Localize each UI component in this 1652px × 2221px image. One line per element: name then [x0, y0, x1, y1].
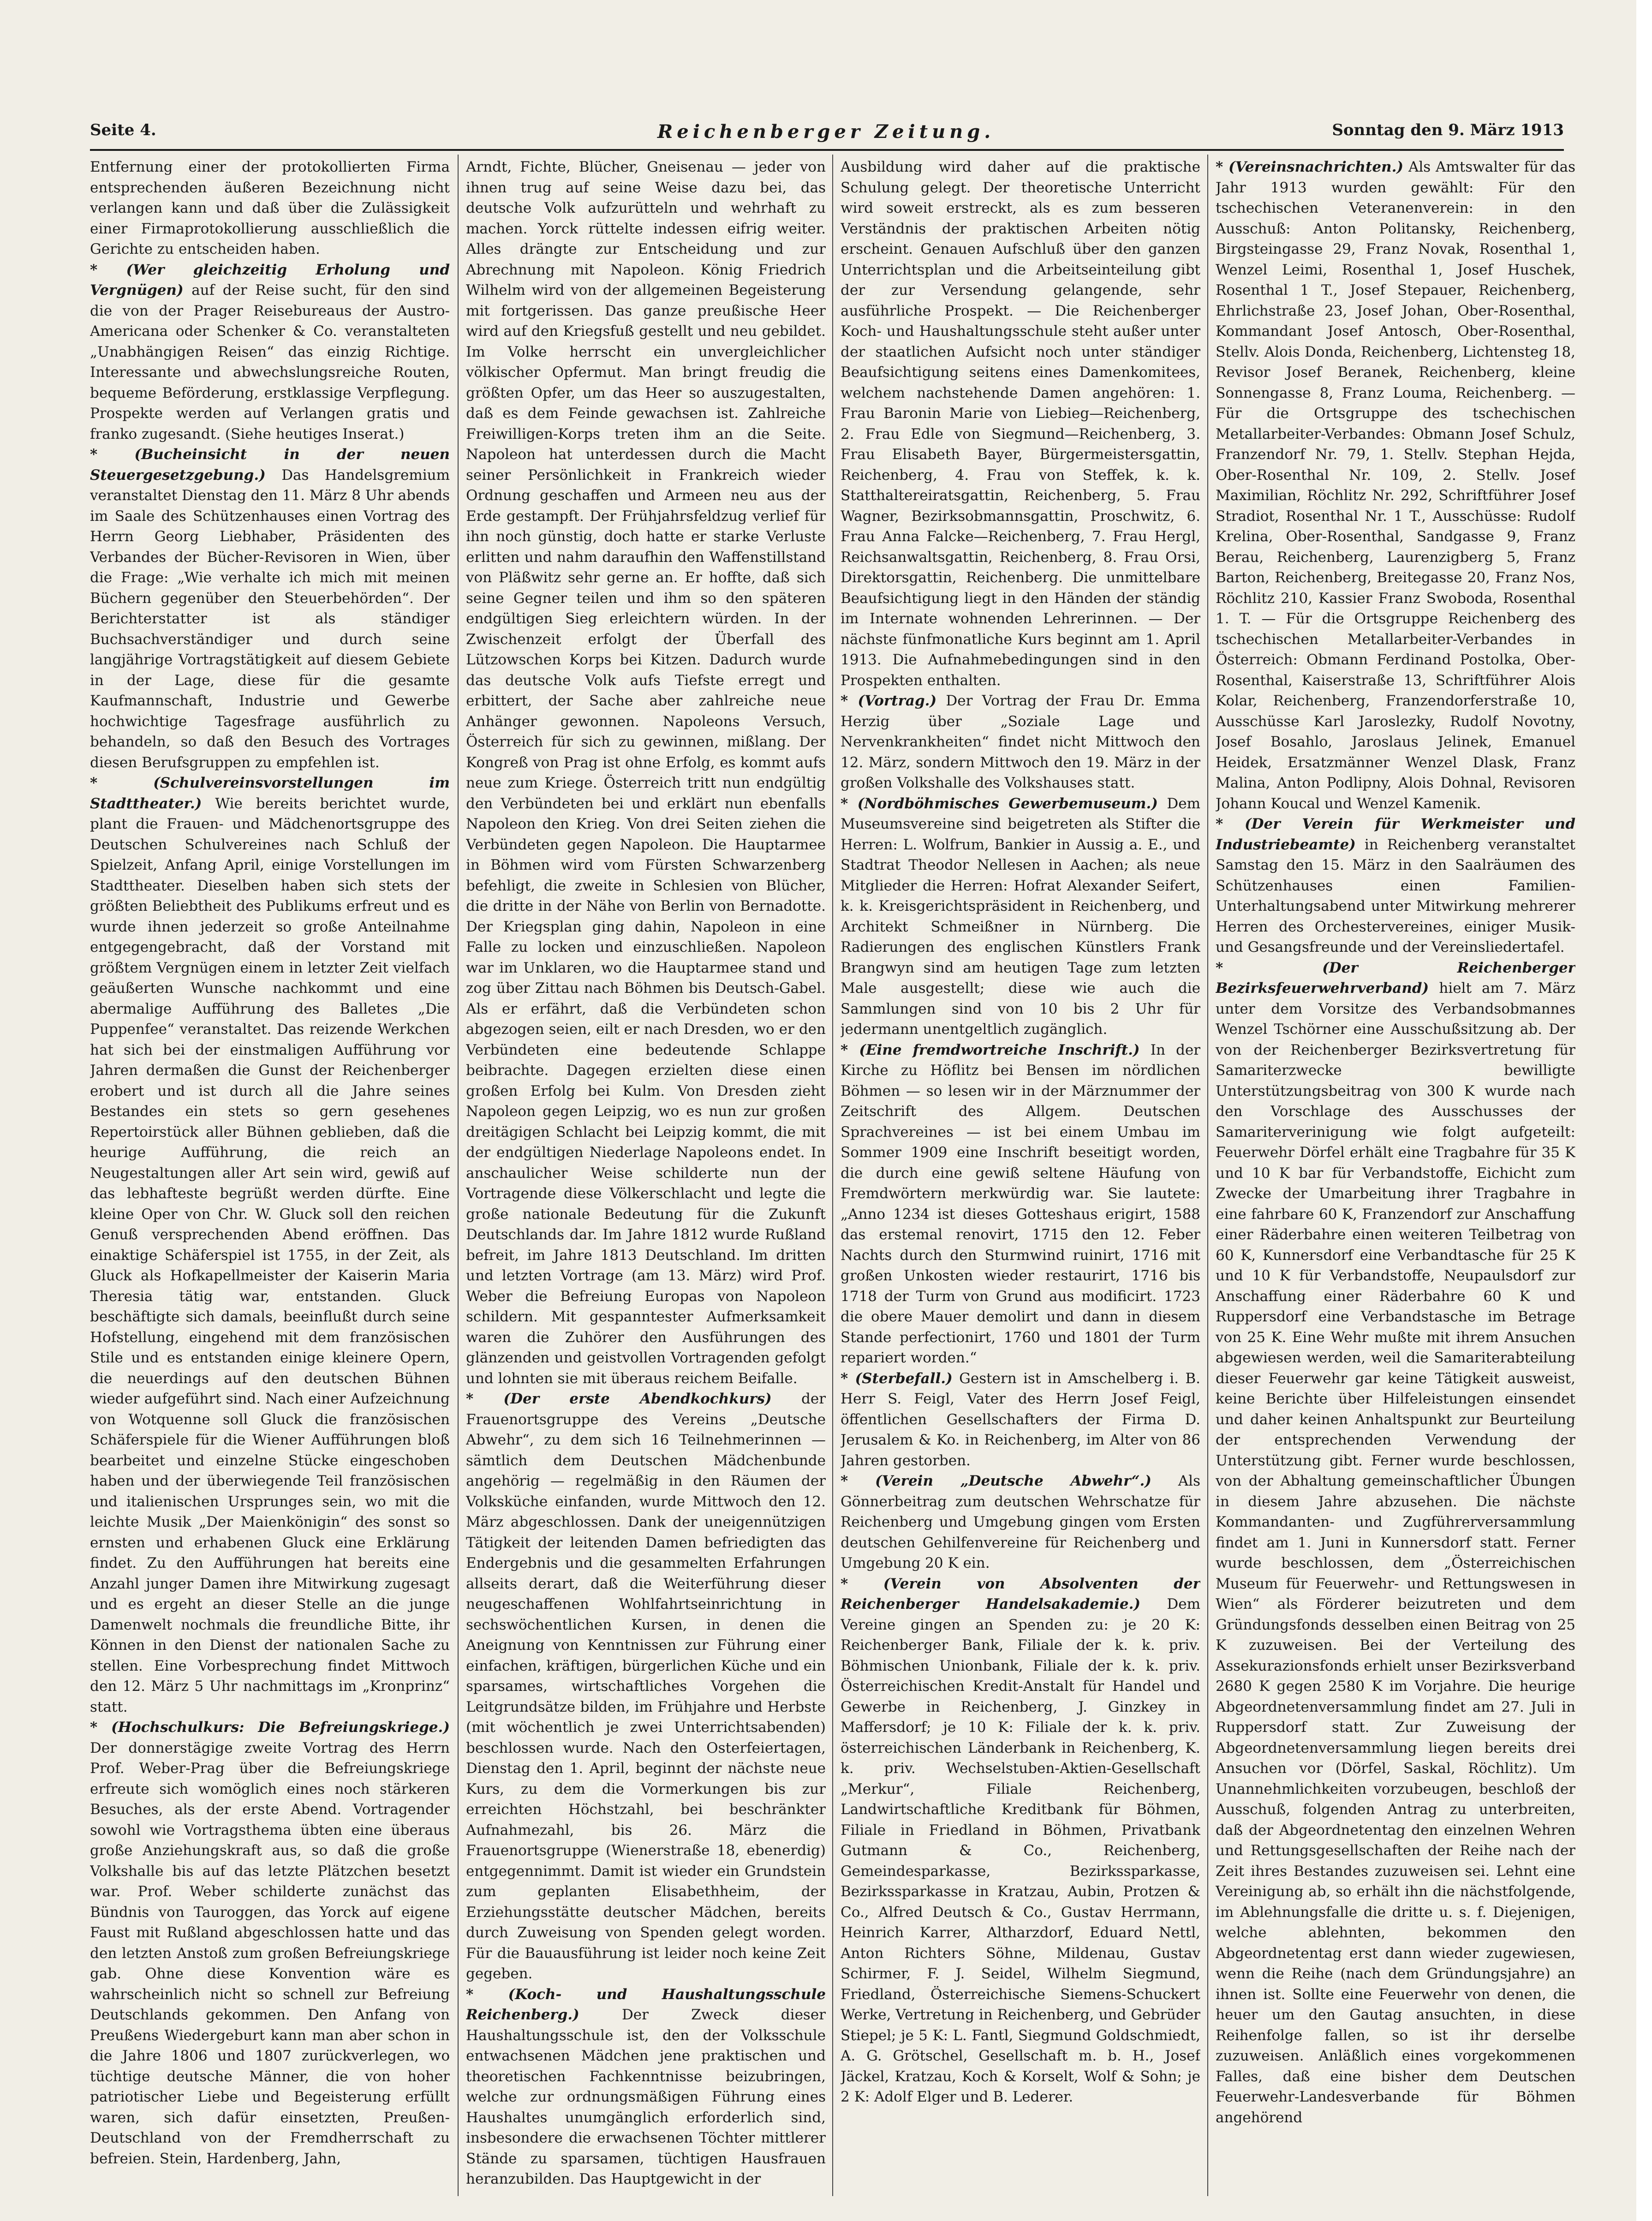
news-item-body: Arndt, Fichte, Blücher, Gneisenau — jeder von ihnen trug auf seine Weise dazu bei, das deutsche Volk aufzurütteln und wehrhaft zu machen. Yorck rüttelte indessen eifrig weiter. Alles drängte zur Entscheidung und zur Abrechnung mit Napoleon. König Friedrich Wilhelm wird von der allgemeinen Begeisterung mit fortgerissen. Das ganze preußische Heer wird auf den Kriegsfuß gestellt und neu gebildet. Im Volke herrscht ein unvergleichlicher völkischer Opfermut. Man bringt freudig die größten Opfer, um das Heer so auszugestalten, daß es dem Feinde gewachsen ist. Zahlreiche Freiwilligen-Korps treten ihm an die Seite. Napoleon hat unterdessen durch die Macht seiner Persönlichkeit in Frankreich wieder Ordnung geschaffen und Armeen neu aus der Erde gestampft. Der Frühjahrsfeldzug verlief für ihn noch günstig, doch hatte er starke Verluste erlitten und nahm daraufhin den Waffenstillstand von Pläßwitz sehr gerne an. Er hoffte, daß sich seine Gegner teilen und ihm so den späteren endgültigen Sieg erleichtern würden. In der Zwischenzeit erfolgt der Überfall des Lützowschen Korps bei Kitzen. Dadurch wurde das deutsche Volk aufs Tiefste erregt und erbittert, der Sache aber zahlreiche neue Anhänger gewonnen. Napoleons Versuch, Österreich für sich zu gewinnen, mißlang. Der Kongreß von Prag ist ohne Erfolg, es kommt aufs neue zum Kriege. Österreich tritt nun endgültig den Verbündeten bei und erklärt nun ebenfalls Napoleon den Krieg. Von drei Seiten ziehen die Verbündeten gegen Napoleon. Die Hauptarmee in Böhmen wird vom Fürsten Schwarzenberg befehligt, die zweite in Schlesien von Blücher, die dritte in der Nähe von Berlin von Bernadotte. Der Kriegsplan ging dahin, Napoleon in eine Falle zu locken und einzuschließen. Napoleon war im Unklaren, wo die Hauptarmee stand und zog über Zittau nach Böhmen bis Deutsch-Gabel. Als er erfährt, daß die Verbündeten schon abgezogen seien, eilt er nach Dresden, wo er den Verbündeten eine bedeutende Schlappe beibrachte. Dagegen erzielten diese einen großen Erfolg bei Kulm. Von Dresden zieht Napoleon gegen Leipzig, wo es nun zur großen dreitägigen Schlacht bei Leipzig kommt, die mit der endgültigen Niederlage Napoleons endet. In anschaulicher Weise schilderte nun der Vortragende diese Völkerschlacht und legte die große nationale Bedeutung für die Zukunft Deutschlands dar. Im Jahre 1812 wurde Rußland befreit, im Jahre 1813 Deutschland. Im dritten und letzten Vortrage (am 13. März) wird Prof. Weber die Befreiung Europas von Napoleon schildern. Mit gespanntester Aufmerksamkeit waren die Zuhörer den Ausführungen des glänzenden und geistvollen Vortragenden gefolgt und lohnten sie mit überaus reichem Beifalle. — [466, 159, 826, 1387]
column-4 — [1216, 157, 1575, 2196]
news-item-heading: * (Vortrag.) — [841, 693, 937, 709]
news-item-body: Wie bereits berichtet wurde, plant die Frauen- und Mädchenortsgruppe des Deutschen Schulvereines nach Schluß der Spielzeit, Anfang April, einige Vorstellungen im Stadttheater. Dieselben haben sich stets der größten Beliebtheit des Publikums erfreut und es wurde ihnen jederzeit so große Anteilnahme entgegengebracht, daß der Vorstand mit größtem Vergnügen einem in letzter Zeit vielfach geäußerten Wunsche nachkommt und eine abermalige Aufführung des Balletes „Die Puppenfee“ veranstaltet. Das reizende Werkchen hat sich bei der einstmaligen Aufführung vor Jahren dermaßen die Gunst der Reichenberger erobert und ist durch all die Jahre seines Bestandes ein stets so gern gesehenes Repertoirstück aller Bühnen geblieben, daß die heurige Aufführung, die reich an Neugestaltungen aller Art sein wird, gewiß auf das lebhafteste begrüßt werden dürfte. Eine kleine Oper von Chr. W. Gluck soll den reichen Genuß versprechenden Abend eröffnen. Das einaktige Schäferspiel ist 1755, in der Zeit, als Gluck als Hofkapellmeister der Kaiserin Maria Theresia tätig war, entstanden. Gluck beschäftigte sich damals, beeinflußt durch seine Hofstellung, eingehend mit dem französischen Stile und es entstanden einige kleinere Opern, die neuerdings auf den deutschen Bühnen wieder aufgeführt sind. Nach einer Aufzeichnung von Wotquenne soll Gluck die französischen Schäferspiele für die Wiener Aufführungen bloß bearbeitet und einzelne Stücke eingeschoben haben und der überwiegende Teil französischen und italienischen Ursprunges sein, wo mit die leichte Musik „Der Maienkönigin“ des sonst so ernsten und erhabenen Gluck eine Erklärung findet. Zu den Aufführungen hat bereits eine Anzahl junger Damen ihre Mitwirkung zugesagt und es ergeht an dieser Stelle an die junge Damenwelt nochmals die freundliche Bitte, ihr Können in den Dienst der nationalen Sache zu stellen. Eine Vorbesprechung findet Mittwoch den 12. März 5 Uhr nachmittags im „Kronprinz“ statt. — [90, 795, 450, 1715]
news-item-body: Der Zweck dieser Haushaltungsschule ist, den der Volksschule entwachsenen Mädchen jene praktischen und theoretischen Fachkenntnisse beizubringen, welche zur ordnungsmäßigen Führung eines Haushaltes unumgänglich erforderlich sind, insbesondere die erwachsenen Töchter mittlerer Stände zu sparsamen, tüchtigen Hausfrauen heranzubilden. Das Hauptgewicht in der — [466, 2006, 826, 2187]
news-item-heading: * (Verein „Deutsche Abwehr“.) — [841, 1473, 1151, 1489]
news-item — [841, 794, 1200, 1040]
news-item-body: Der donnerstägige zweite Vortrag des Herrn Prof. Weber-Prag über die Befreiungskriege erfreute sich womöglich eines noch stärkeren Besuches, als der erste Abend. Vortragender sowohl wie Vortragsthema übten eine überaus große Anziehungskraft aus, so daß die große Volkshalle bis auf das letzte Plätzchen besetzt war. Prof. Weber schilderte zunächst das Bündnis von Tauroggen, das Yorck auf eigene Faust mit Rußland abgeschlossen hatte und das den letzten Anstoß zum großen Befreiungskriege gab. Ohne diese Konvention wäre es wahrscheinlich nicht so schnell zur Befreiung Deutschlands gekommen. Den Anfang von Preußens Wiedergeburt kann man aber schon in die Jahre 1806 und 1807 zurückverlegen, wo tüchtige deutsche Männer, die von hoher patriotischer Liebe und Begeisterung erfüllt waren, sich dafür einsetzten, Preußen-Deutschland von der Fremdherrschaft zu befreien. Stein, Hardenberg, Jahn, — [90, 1739, 450, 2167]
column-3 — [841, 157, 1200, 2196]
issue-date: Sonntag den 9. März 1913 — [1332, 121, 1564, 139]
news-item-body: Dem Vereine gingen an Spenden zu: je 20 K: Reichenberger Bank, Filiale der k. k. priv. Böhmischen Unionbank, Filiale der k. k. priv. Österreichischen Kredit-Anstalt für Handel und Gewerbe in Reichenberg, J. Ginzkey in Maffersdorf; je 10 K: Filiale der k. k. priv. österreichischen Länderbank in Reichenberg, K. k. priv. Wechselstuben-Aktien-Gesellschaft „Merkur“, Filiale Reichenberg, Landwirtschaftliche Kreditbank für Böhmen, Filiale in Friedland in Böhmen, Privatbank Gutmann & Co., Reichenberg, Gemeindesparkasse, Bezirkssparkasse, Bezirkssparkasse in Kratzau, Aubin, Protzen & Co., Alfred Deutsch & Co., Gustav Herrmann, Heinrich Karrer, Altharzdorf, Eduard Nettl, Anton Richters Söhne, Mildenau, Gustav Schirmer, F. J. Seidel, Wilhelm Siegmund, Friedland, Österreichische Siemens-Schuckert Werke, Vertretung in Reichenberg, und Gebrüder Stiepel; je 5 K: L. Fantl, Siegmund Goldschmiedt, A. G. Grötschel, Gesellschaft m. b. H., Josef Jäckel, Kratzau, Koch & Korselt, Wolf & Sohn; je 2 K: Adolf Elger und B. Lederer. — [841, 1596, 1200, 2105]
news-item — [841, 1471, 1200, 1574]
news-item-heading: * (Der Reichenberger Bezirksfeuerwehrverband) — [1216, 959, 1575, 997]
news-item-body: in Reichenberg veranstaltet Samstag den 15. März in den Saalräumen des Schützenhauses einen Familien-Unterhaltungsabend unter Mitwirkung mehrerer Herren des Orchestervereines, einiger Musik- und Gesangsfreunde und der Vereinsliedertafel. — [1216, 836, 1575, 955]
news-item-body: Dem Museumsvereine sind beigetreten als Stifter die Herren: L. Wolfrum, Bankier in Aussig a. E., und Stadtrat Theodor Nellesen in Aachen; als neue Mitglieder die Herren: Hofrat Alexander Seifert, k. k. Kreisgerichtspräsident in Reichenberg, und Architekt Schmeißner in Nürnberg. Die Radierungen des englischen Künstlers Frank Brangwyn sind am heutigen Tage zum letzten Male ausgestellt; diese wie auch die Sammlungen sind von 10 bis 2 Uhr für jedermann unentgeltlich zugänglich. — [841, 795, 1200, 1038]
scan-margin — [1636, 0, 1652, 2221]
page-header — [90, 121, 1564, 149]
news-item — [841, 691, 1200, 794]
news-item — [90, 773, 450, 1717]
column-divider — [458, 155, 459, 2196]
news-item — [841, 1368, 1200, 1471]
news-item — [90, 157, 450, 260]
news-item — [466, 157, 826, 1389]
news-item-body: der Frauenortsgruppe des Vereins „Deutsche Abwehr“, zu dem sich 16 Teilnehmerinnen — sämtlich dem Deutschen Mädchenbunde angehörig — regelmäßig in den Räumen der Volksküche einfanden, wurde Mittwoch den 12. März abgeschlossen. Dank der uneigennützigen Tätigkeit der leitenden Damen befriedigten das Endergebnis und die gesammelten Erfahrungen allseits derart, daß die Weiterführung dieser neugeschaffenen Wohlfahrtseinrichtung in sechswöchentlichen Kursen, in denen die Aneignung von Kenntnissen zur Führung einer einfachen, kräftigen, bürgerlichen Küche und ein sparsames, wirtschaftliches Vorgehen die Leitgrundsätze bilden, im Frühjahre und Herbste (mit wöchentlich je zwei Unterrichtsabenden) beschlossen wurde. Nach den Osterfeiertagen, Dienstag den 1. April, beginnt der nächste neue Kurs, zu dem die Vormerkungen bis zur erreichten Höchstzahl, bei beschränkter Aufnahmezahl, bis 26. März die Frauenortsgruppe (Wienerstraße 18, ebenerdig) entgegennimmt. Damit ist wieder ein Grundstein zum geplanten Elisabethheim, der Erziehungsstätte deutscher Mädchen, bereits durch Zuweisung von Spenden gelegt worden. Für die Bauausführung ist leider noch keine Zeit gegeben. — [466, 1391, 826, 1982]
news-item — [841, 157, 1200, 691]
news-item — [466, 1984, 826, 2190]
news-item-body: In der Kirche zu Höflitz bei Bensen im nördlichen Böhmen — so lesen wir in der Märznummer der Zeitschrift des Allgem. Deutschen Sprachvereines — ist bei einem Umbau im Sommer 1909 eine Inschrift beseitigt worden, die durch eine gewiß seltene Häufung von Fremdwörtern merkwürdig war. Sie lautete: „Anno 1234 ist dieses Gotteshaus erigirt, 1588 das erstemal renovirt, 1715 den 12. Feber Nachts durch den Sturmwind ruinirt, 1716 mit großen Unkosten wieder restaurirt, 1716 bis 1718 der Turm von Grund aus modificirt. 1723 die obere Mauer demolirt und dann in diesem Stande perfectionirt, 1760 und 1801 der Turm repariert worden.“ — [841, 1041, 1200, 1366]
news-item — [90, 444, 450, 773]
news-item — [841, 1040, 1200, 1368]
article-text — [841, 157, 1200, 2108]
news-item-body: Als Amtswalter für das Jahr 1913 wurden gewählt: Für den tschechischen Veteranenverein: in den Ausschuß: Anton Politansky, Reichenberg, Birgsteingasse 29, Franz Novak, Rosenthal 1, Wenzel Leimi, Rosenthal 1, Josef Huschek, Rosenthal 1 T., Josef Stepauer, Reichenberg, Ehrlichstraße 23, Josef Johan, Ober-Rosenthal, Kommandant Josef Antosch, Ober-Rosenthal, Stellv. Alois Donda, Reichenberg, Lichtensteg 18, Revisor Josef Beranek, Reichenberg, kleine Sonnengasse 8, Franz Louma, Reichenberg. — Für die Ortsgruppe des tschechischen Metallarbeiter-Verbandes: Obmann Josef Schulz, Franzendorf Nr. 79, 1. Stellv. Stephan Hejda, Ober-Rosenthal Nr. 109, 2. Stellv. Josef Maximilian, Röchlitz Nr. 292, Schriftführer Josef Stradiot, Rosenthal Nr. 1 T., Ausschüsse: Rudolf Krelina, Ober-Rosenthal, Sandgasse 9, Franz Berau, Reichenberg, Laurenzigberg 5, Franz Barton, Reichenberg, Breitegasse 20, Franz Nos, Röchlitz 210, Kassier Franz Swoboda, Rosenthal 1. T. — Für die Ortsgruppe Reichenberg des tschechischen Metallarbeiter-Verbandes in Österreich: Obmann Ferdinand Postolka, Ober-Rosenthal, Kaiserstraße 13, Schriftführer Alois Kolar, Reichenberg, Franzendorferstraße 10, Ausschüsse Karl Jaroslezky, Rudolf Novotny, Josef Bosahlo, Jaroslaus Jelinek, Emanuel Heidek, Ersatzmänner Wenzel Dlask, Franz Malina, Anton Podlipny, Alois Dohnal, Revisoren Johann Koucal und Wenzel Kamenik. — [1216, 159, 1575, 812]
news-item-body: Das Handelsgremium veranstaltet Dienstag den 11. März 8 Uhr abends im Saale des Schützenhauses einen Vortrag des Herrn Georg Liebhaber, Präsidenten des Verbandes der Bücher-Revisoren in Wien, über die Frage: „Wie verhalte ich mich mit meinen Büchern gegenüber den Steuerbehörden“. Der Berichterstatter ist als ständiger Buchsachverständiger und durch seine langjährige Vortragstätigkeit auf diesem Gebiete in der Lage, diese für die gesamte Kaufmannschaft, Industrie und Gewerbe hochwichtige Tagesfrage ausführlich zu behandeln, so daß den Besuch des Vortrages diesen Berufsgruppen zu empfehlen ist. — [90, 466, 450, 771]
page-number: Seite 4. — [90, 121, 156, 139]
column-divider — [832, 155, 833, 2196]
header-rule — [90, 149, 1564, 151]
column-1 — [90, 157, 450, 2196]
masthead: Reichenberger Zeitung. — [657, 121, 995, 143]
news-item-heading: * (Schulvereinsvorstellungen im Stadttheater.) — [90, 775, 450, 812]
article-text — [1216, 157, 1575, 2128]
article-text — [466, 157, 826, 2190]
news-item — [1216, 814, 1575, 958]
news-item-heading: * (Koch- und Haushaltungsschule Reichenberg.) — [466, 1986, 826, 2023]
news-item — [1216, 157, 1575, 814]
news-item — [90, 1717, 450, 2169]
news-item-heading: * (Eine fremdwortreiche Inschrift.) — [841, 1041, 1140, 1058]
news-item-heading: * (Hochschulkurs: Die Befreiungskriege.) — [90, 1719, 450, 1736]
news-item-heading: * (Nordböhmisches Gewerbemuseum.) — [841, 795, 1158, 812]
news-item — [841, 1574, 1200, 2108]
news-item-heading: * (Bucheinsicht in der neuen Steuergesetzgebung.) — [90, 446, 450, 484]
news-item-body: Ausbildung wird daher auf die praktische Schulung gelegt. Der theoretische Unterricht wird soweit erstreckt, als es zum besseren Verständnis der praktischen Arbeiten nötig erscheint. Genauen Aufschluß über den ganzen Unterrichtsplan und die Arbeitseinteilung gibt der zur Versendung gelangende, sehr ausführliche Prospekt. — Die Reichenberger Koch- und Haushaltungsschule steht außer unter der staatlichen Aufsicht noch unter ständiger Beaufsichtigung seitens eines Damenkomitees, welchem nachstehende Damen angehören: 1. Frau Baronin Marie von Liebieg—Reichenberg, 2. Frau Edle von Siegmund—Reichenberg, 3. Frau Elisabeth Bayer, Bürgermeistersgattin, Reichenberg, 4. Frau von Steffek, k. k. Statthaltereiratsgattin, Reichenberg, 5. Frau Wagner, Bezirksobmannsgattin, Proschwitz, 6. Frau Anna Falcke—Reichenberg, 7. Frau Hergl, Reichsanwaltsgattin, Reichenberg, 8. Frau Orsi, Direktorsgattin, Reichenberg. Die unmittelbare Beaufsichtigung liegt in den Händen der ständig im Internate wohnenden Lehrerinnen. — Der nächste fünfmonatliche Kurs beginnt am 1. April 1913. Die Aufnahmebedingungen sind in den Prospekten enthalten. — [841, 159, 1200, 689]
news-item-heading: * (Verein von Absolventen der Reichenberger Handelsakademie.) — [841, 1575, 1200, 1612]
article-text — [90, 157, 450, 2169]
news-item-body: auf der Reise sucht, für den sind die von der Prager Reisebureaus der Austro-Americana oder Schenker & Co. veranstalteten „Unabhängigen Reisen“ das einzig Richtige. Interessante und abwechslungsreiche Routen, bequeme Beförderung, erstklassige Verpflegung. Prospekte werden auf Verlangen gratis und franko zugesandt. (Siehe heutiges Inserat.) — [90, 282, 450, 442]
news-item — [1216, 958, 1575, 2128]
news-item-heading: * (Wer gleichzeitig Erholung und Vergnügen) — [90, 261, 450, 299]
news-item-body: Als Gönnerbeitrag zum deutschen Wehrschatze für Reichenberg und Umgebung gingen vom Ersten deutschen Gehilfenvereine für Reichenberg und Umgebung 20 K ein. — [841, 1473, 1200, 1571]
news-item — [90, 260, 450, 445]
news-item-heading: * (Der Verein für Werkmeister und Industriebeamte) — [1216, 816, 1575, 853]
news-item-body: Gestern ist in Amschelberg i. B. Herr S. Feigl, Vater des Herrn Josef Feigl, öffentlichen Gesellschafters der Firma D. Jerusalem & Ko. in Reichenberg, im Alter von 86 Jahren gestorben. — [841, 1370, 1200, 1469]
news-item-heading: * (Vereinsnachrichten.) — [1216, 159, 1404, 175]
news-item — [466, 1389, 826, 1984]
column-2 — [466, 157, 826, 2196]
news-item-heading: * (Der erste Abendkochkurs) — [466, 1391, 772, 1407]
news-item-body: Der Vortrag der Frau Dr. Emma Herzig über „Soziale Lage und Nervenkrankheiten“ findet nicht Mittwoch den 12. März, sondern Mittwoch den 19. März in der großen Volkshalle des Volkshauses statt. — [841, 693, 1200, 791]
news-item-body: hielt am 7. März unter dem Vorsitze des Verbandsobmannes Wenzel Tschörner eine Ausschußsitzung ab. Der von der Reichenberger Bezirksvertretung für Samariterzwecke bewilligte Unterstützungsbeitrag von 300 K wurde nach den Vorschlage des Ausschusses der Samariterverinigung wie folgt aufgeteilt: Feuerwehr Dörfel erhält eine Tragbahre für 35 K und 10 K bar für Verbandstoffe, Eichicht zum Zwecke der Umarbeitung ihrer Tragbahre in eine fahrbare 60 K, Franzendorf zur Anschaffung einer Räderbahre einen weiteren Teilbetrag von 60 K, Kunnersdorf eine Verbandtasche für 25 K und 10 K für Verbandstoffe, Neupaulsdorf zur Anschaffung einer Räderbahre 60 K und Ruppersdorf eine Verbandstasche im Betrage von 25 K. Eine Wehr mußte mit ihrem Ansuchen abgewiesen werden, weil die Samariterabteilung dieser Feuerwehr gar keine Tätigkeit ausweist, keine Berichte über Hilfeleistungen einsendet und daher keinen Anhaltspunkt zur Beurteilung der entsprechenden Verwendung der Unterstützung gibt. Ferner wurde beschlossen, von der Abhaltung gemeinschaftlicher Übungen in diesem Jahre abzusehen. Die nächste Kommandanten- und Zugführerversammlung findet am 1. Juni in Kunnersdorf statt. Ferner wurde beschlossen, dem „Österreichischen Museum für Feuerwehr- und Rettungswesen in Wien“ als Förderer beizutreten und dem Gründungsfonds desselben einen Beitrag von 25 K zuzuweisen. Bei der Verteilung des Assekurazionsfonds erhielt unser Bezirksverband 2680 K gegen 2580 K im Vorjahre. Die heurige Abgeordnetenversammlung findet am 27. Juli in Ruppersdorf statt. Zur Zuweisung der Abgeordnetenversammlung liegen bereits drei Ansuchen vor (Dörfel, Saskal, Röchlitz). Um Unannehmlichkeiten vorzubeugen, beschloß der Ausschuß, folgenden Antrag zu unterbreiten, daß der Abgeordnetentag den einzelnen Wehren und Rettungsgesellschaften der Reihe nach der Zeit ihres Bestandes zuzuweisen sei. Lehnt eine Vereinigung ab, so erhält ihn die nächstfolgende, im Ablehnungsfalle die dritte u. s. f. Diejenigen, welche ablehnten, bekommen den Abgeordnetentag erst dann wieder zugewiesen, wenn die Reihe (nach dem Gründungsjahre) an ihnen ist. Sollte eine Feuerwehr von denen, die heuer um den Gautag ansuchten, in diese Reihenfolge fallen, so ist ihr derselbe zuzuweisen. Anläßlich eines vorgekommenen Falles, daß eine bisher dem Deutschen Feuerwehr-Landesverbande für Böhmen angehörend — [1216, 980, 1575, 2126]
column-divider — [1207, 155, 1208, 2196]
news-item-body: Entfernung einer der protokollierten Firma entsprechenden äußeren Bezeichnung nicht verlangen kann und daß über die Zulässigkeit einer Firmaprotokollierung ausschließlich die Gerichte zu entscheiden haben. — [90, 159, 450, 257]
news-item-heading: * (Sterbefall.) — [841, 1370, 953, 1387]
